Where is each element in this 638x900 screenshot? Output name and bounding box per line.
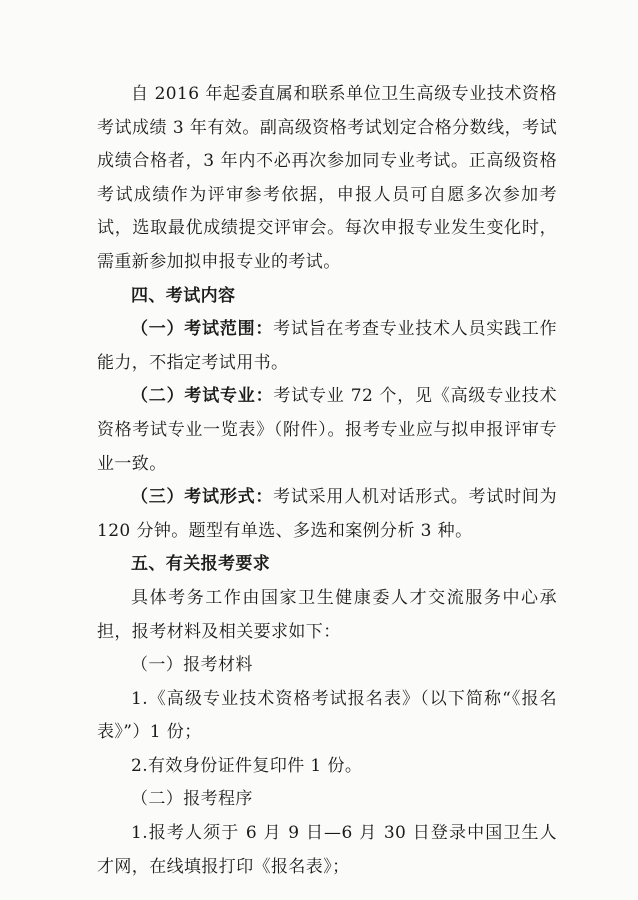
label-exam-format: （三）考试形式：	[131, 487, 274, 508]
label-application-materials: （一）报考材料	[131, 655, 253, 676]
text-exam-specialty: 考试专业 72 个，见《高级专业技术资格考试专业一览表》（附件）。报考专业应与拟申报评审专业一致。	[97, 386, 558, 474]
section-heading-exam-content: 四、考试内容	[131, 285, 236, 306]
paragraph-validity: 自 2016 年起委直属和联系单位卫生高级专业技术资格考试成绩 3 年有效。副高级资格考试划定合格分数线，考试成绩合格者，3 年内不必再次参加同专业考试。正高级资格考试成绩作为评审参考依据，申报人员可自愿多次参加考试，选取最优成绩提交评审会。每次申报专业发生变化时，需重新参加拟申报专业的考试。	[97, 84, 557, 272]
section-heading-requirements: 五、有关报考要求	[131, 554, 271, 575]
text-exam-scope: 考试旨在考查专业技术人员实践工作能力，不指定考试用书。	[97, 319, 557, 373]
label-application-procedure: （二）报考程序	[131, 789, 253, 810]
label-exam-specialty: （二）考试专业：	[131, 386, 274, 407]
paragraph-exam-specialty	[97, 380, 557, 481]
paragraph-exam-scope	[97, 313, 557, 380]
paragraph-exam-format	[97, 481, 557, 548]
list-item-id-copy: 2.有效身份证件复印件 1 份。	[131, 755, 363, 776]
document-body	[97, 78, 557, 884]
list-item-registration-form: 1.《高级专业技术资格考试报名表》（以下简称“《报名表》”）1 份；	[97, 688, 557, 743]
text-exam-format: 考试采用人机对话形式。考试时间为 120 分钟。题型有单选、多选和案例分析 3 种。	[97, 487, 557, 541]
label-exam-scope: （一）考试范围：	[131, 319, 274, 340]
paragraph-requirements-intro: 具体考务工作由国家卫生健康委人才交流服务中心承担，报考材料及相关要求如下：	[97, 587, 557, 642]
list-item-online-registration: 1.报考人须于 6 月 9 日—6 月 30 日登录中国卫生人才网，在线填报打印《报名表》；	[97, 823, 557, 877]
